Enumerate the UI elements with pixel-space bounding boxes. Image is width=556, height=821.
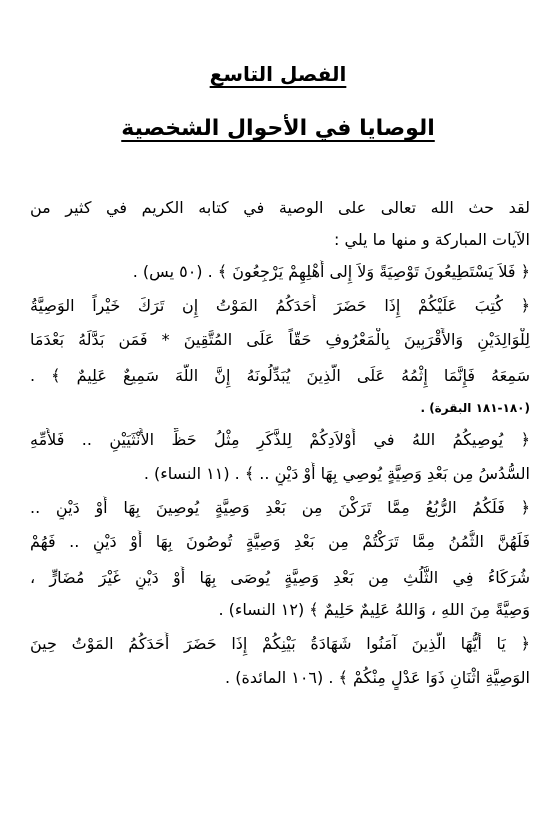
- section-title: الوصايا في الأحوال الشخصية: [121, 116, 435, 141]
- text-line: وَصِيَّةً مِنَ اللهِ ، وَاللهُ عَلِيمٌ حَلِيمٌ ﴾ (١٢ النساء) .: [218, 600, 530, 619]
- text-line: السُّدُسُ مِن بَعْدِ وَصِيَّةٍ يُوصِي بِهَا أَوْ دَيْنٍ .. ﴾ . (١١ النساء) .: [143, 464, 530, 483]
- text-line: سَمِعَهُ فَإِنَّمَا إِثْمُهُ عَلَى الَّذِينَ يُبَدِّلُونَهُ إِنَّ اللَّهَ سَمِيعٌ عَلِيمٌ ﴾ .: [30, 366, 530, 385]
- text-line: لِلْوَالِدَيْنِ وَالأَقْرَبِينَ بِالْمَعْرُوفِ حَقّاً عَلَى المُتَّقِينَ * فَمَن بَدَّلَهُ بَعْدَمَا: [30, 330, 530, 349]
- text-line: الآيات المباركة و منها ما يلي :: [334, 230, 530, 249]
- chapter-heading: الفصل التاسع: [209, 62, 347, 86]
- text-line: ﴿ فَلَكُمُ الرُّبُعُ مِمَّا تَرَكْنَ مِن بَعْدِ وَصِيَّةٍ يُوصِينَ بِهَا أَوْ دَيْنٍ ..: [30, 498, 530, 517]
- text-line: ﴿ فَلاَ يَسْتَطِيعُونَ تَوْصِيَةً وَلاَ إِلى أَهْلِهِمْ يَرْجِعُونَ ﴾ . (٥٠ يس) .: [132, 262, 530, 281]
- text-line: لقد حث الله تعالى على الوصية في كتابه الكريم في كثير من: [30, 198, 530, 217]
- text-line: شُرَكَاءُ فِي الثُّلُثِ مِن بَعْدِ وَصِيَّةٍ يُوصَى بِهَا أَوْ دَيْنٍ غَيْرَ مُضَارٍّ ،: [30, 568, 530, 587]
- text-line: ﴿ يَا أَيُّهَا الَّذِينَ آمَنُوا شَهَادَةُ بَيْنِكُمْ إِذَا حَضَرَ أَحَدَكُمُ المَوْتُ حِينَ: [30, 634, 530, 653]
- text-line: (١٨٠-١٨١ البقرة) .: [420, 401, 530, 415]
- text-line: الوَصِيَّةِ اثْنَانِ ذَوَا عَدْلٍ مِنْكُمْ ﴾ . (١٠٦ المائدة) .: [225, 668, 530, 687]
- text-line: ﴿ كُتِبَ عَلَيْكُمْ إِذَا حَضَرَ أَحَدَكُمُ المَوْتُ إِن تَرَكَ خَيْراً الوَصِيَّةُ: [30, 296, 530, 315]
- text-line: فَلَهُنَّ الثُّمُنُ مِمَّا تَرَكْتُمْ مِن بَعْدِ وَصِيَّةٍ تُوصُونَ بِهَا أَوْ دَيْنٍ .. فَهُمْ: [30, 532, 530, 551]
- text-line: ﴿ يُوصِيكُمُ اللهُ في أَوْلاَدِكُمْ لِلذَّكَرِ مِثْلُ حَظِّ الأُنْثَيَيْنِ .. فَلأُمِّهِ: [30, 430, 530, 449]
